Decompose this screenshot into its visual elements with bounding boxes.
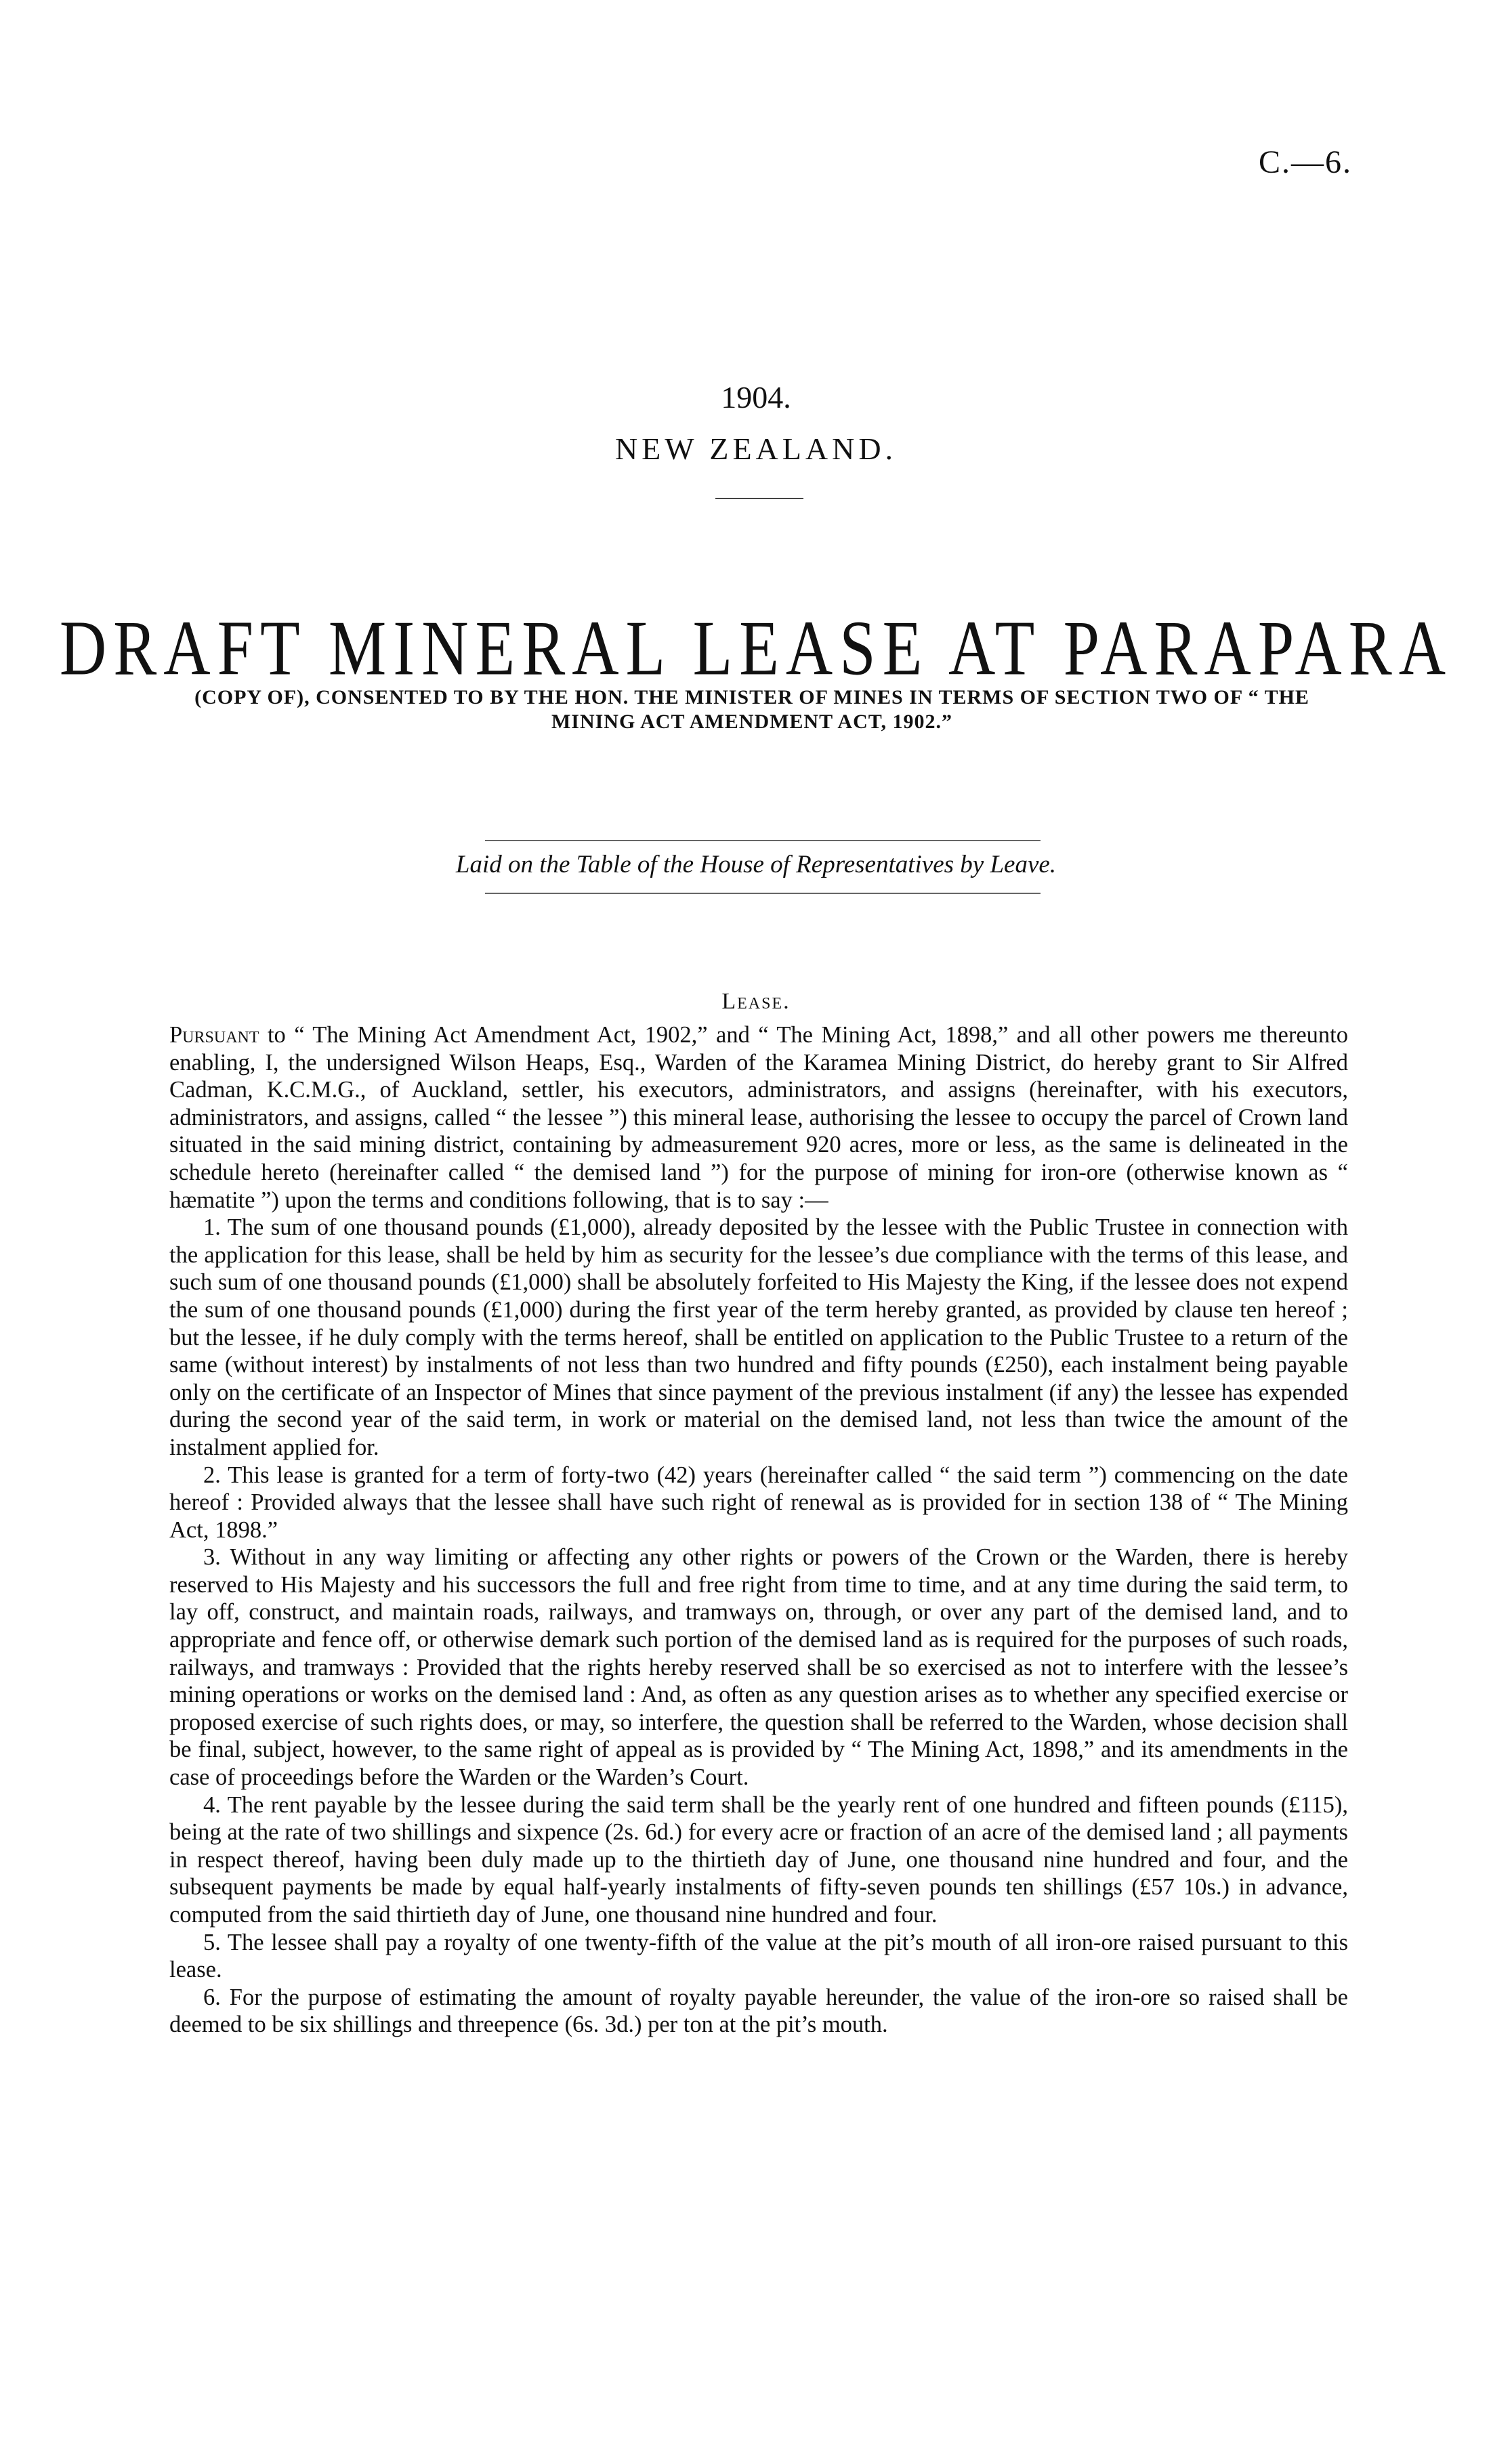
clause-6: 6. For the purpose of estimating the amount of royalty payable hereunder, the value of the iron-ore so raised shall be deemed to be six shillings and threepence (6s. 3d.) per ton at the pit’s mouth. xyxy=(169,1984,1348,2038)
tabled-notice: Laid on the Table of the House of Representatives by Leave. xyxy=(455,851,1057,878)
section-heading: Lease. xyxy=(721,989,791,1014)
divider-rule-top xyxy=(485,840,1041,841)
divider-rule xyxy=(715,498,803,499)
page-title: DRAFT MINERAL LEASE AT PARAPARA xyxy=(59,604,1453,692)
clause-2: 2. This lease is granted for a term of forty-two (42) years (hereinafter called “ the said term ”) commencing on the date hereof : Provided always that the lessee shall have such right of renewal as is provided for in section 138 of “ The Mining Act, 1898.” xyxy=(169,1462,1348,1543)
divider-rule-bottom xyxy=(485,893,1041,894)
page-reference: C.—6. xyxy=(1258,144,1352,180)
clause-4: 4. The rent payable by the lessee during the said term shall be the yearly rent of one hundred and fifteen pounds (£115), being at the rate of two shillings and sixpence (2s. 6d.) for every acre or fraction of an acre of the demised land ; all payments in respect thereof, having been duly made up to the thirtieth day of June, one thousand nine hundred and four, and the subsequent payments be made by equal half-yearly instalments of fifty-seven pounds ten shillings (£57 10s.) in advance, computed from the said thirtieth day of June, one thousand nine hundred and four. xyxy=(169,1791,1348,1928)
intro-lead-word: Pursuant xyxy=(169,1022,259,1048)
document-year: 1904. xyxy=(721,380,791,415)
page-subtitle: (COPY OF), CONSENTED TO BY THE HON. THE MINISTER OF MINES IN TERMS OF SECTION TWO OF “ THE MINING ACT AMENDMENT ACT, 1902.” xyxy=(194,686,1309,733)
document-country: NEW ZEALAND. xyxy=(614,431,898,466)
intro-text: to “ The Mining Act Amendment Act, 1902,” and “ The Mining Act, 1898,” and all other powers me thereunto enabling, I, the undersigned Wilson Heaps, Esq., Warden of the Karamea Mining District, do hereby grant to Sir Alfred Cadman, K.C.M.G., of Auckland, settler, his executors, administrators, and assigns (hereinafter, with his executors, administrators, and assigns, called “ the lessee ”) this mineral lease, authorising the lessee to occupy the parcel of Crown land situated in the said mining district, containing by admeasurement 920 acres, more or less, as the same is delineated in the schedule hereto (hereinafter called “ the demised land ”) for the purpose of mining for iron-ore (otherwise known as “ hæmatite ”) upon the terms and conditions following, that is to say :— xyxy=(169,1022,1348,1213)
clause-3: 3. Without in any way limiting or affecting any other rights or powers of the Crown or the Warden, there is hereby reserved to His Majesty and his successors the full and free right from time to time, and at any time during the said term, to lay off, construct, and maintain roads, railways, and tramways on, through, or over any part of the demised land, and to appropriate and fence off, or otherwise demark such portion of the demised land as is required for the purposes of such roads, railways, and tramways : Provided that the rights hereby reserved shall be so exercised as not to interfere with the lessee’s mining operations or works on the demised land : And, as often as any question arises as to whether any specified exercise or proposed exercise of such rights does, or may, so interfere, the question shall be referred to the Warden, whose decision shall be final, subject, however, to the same right of appeal as is provided by “ The Mining Act, 1898,” and its amendments in the case of proceedings before the Warden or the Warden’s Court. xyxy=(169,1544,1348,1791)
lease-intro-paragraph xyxy=(169,1021,1348,1214)
lease-body xyxy=(169,1021,1348,2039)
clause-5: 5. The lessee shall pay a royalty of one twenty-fifth of the value at the pit’s mouth of all iron-ore raised pursuant to this lease. xyxy=(169,1929,1348,1983)
clause-1: 1. The sum of one thousand pounds (£1,000), already deposited by the lessee with the Public Trustee in connection with the application for this lease, shall be held by him as security for the lessee’s due compliance with the terms of this lease, and such sum of one thousand pounds (£1,000) shall be absolutely forfeited to His Majesty the King, if the lessee does not expend the sum of one thousand pounds (£1,000) during the first year of the term hereby granted, as provided by clause ten hereof ; but the lessee, if he duly comply with the terms hereof, shall be entitled on application to the Public Trustee to a return of the same (without interest) by instalments of not less than two hundred and fifty pounds (£250), each instalment being payable only on the certificate of an Inspector of Mines that since payment of the previous instalment (if any) the lessee has expended during the second year of the said term, in work or material on the demised land, not less than twice the amount of the instalment applied for. xyxy=(169,1214,1348,1460)
